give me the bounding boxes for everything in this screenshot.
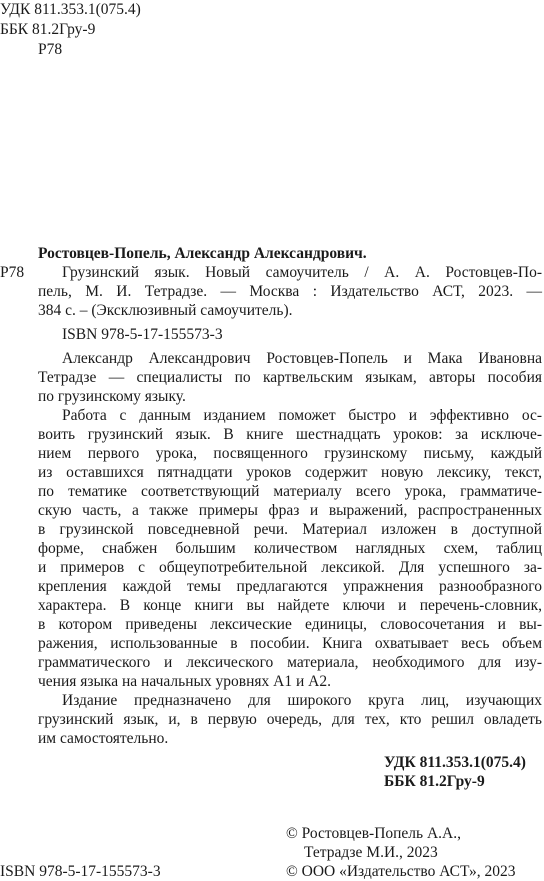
copyright-line: Тетрадзе М.И., 2023: [304, 844, 438, 861]
annotation-line: нием первого урока, посвященного грузинскому письму, каждый: [38, 445, 542, 462]
annotation-line: из оставшихся пятнадцати уроков содержит новую лексику, текст,: [38, 464, 542, 481]
biblio-isbn: ISBN 978-5-17-155573-3: [62, 326, 223, 343]
annotation-line: Тетрадзе — специалисты по картвельским языкам, авторы пособия: [38, 369, 542, 386]
annotation-line: Работа с данным изданием поможет быстро и эффективно ос-: [62, 407, 542, 424]
biblio-record-line: 384 с. – (Эксклюзивный самоучитель).: [38, 302, 293, 319]
top-bbk: ББК 81.2Гру-9: [0, 21, 96, 38]
annotation-line: грамматического и лексического материала, необходимого для изу-: [38, 654, 542, 671]
top-classification: [0, 0, 141, 60]
copyright-line: © ООО «Издательство АСТ», 2023: [286, 863, 516, 880]
annotation-line: ражения, использованные в пособии. Книга охватывает весь объем: [38, 635, 542, 652]
annotation-line: в котором приведены лексические единицы, словосочетания и вы-: [38, 616, 542, 633]
copyright-line: © Ростовцев-Попель А.А.,: [286, 825, 462, 842]
top-author-mark: Р78: [38, 41, 63, 58]
annotation-line: чения языка на начальных уровнях А1 и А2.: [38, 673, 331, 690]
top-udk: УДК 811.353.1(075.4): [0, 1, 141, 18]
annotation-line: воить грузинский язык. В книге шестнадцать уроков: за исключе-: [38, 426, 542, 443]
annotation-line: Издание предназначено для широкого круга лиц, изучающих: [62, 692, 542, 709]
annotation-line: в грузинской повседневной речи. Материал изложен в доступной: [38, 521, 542, 538]
annotation-line: им самостоятельно.: [38, 730, 169, 747]
biblio-record-line: пель, М. И. Тетрадзе. — Москва : Издательство АСТ, 2023. —: [38, 283, 542, 300]
annotation-line: характера. В конце книги вы найдете ключи и перечень-словник,: [38, 597, 542, 614]
annotation-line: грузинский язык, и, в первую очередь, для тех, кто решил овладеть: [38, 711, 542, 728]
annotation-line: скую часть, а также примеры фраз и выражений, распространенных: [38, 502, 542, 519]
biblio-margin-mark: Р78: [0, 264, 25, 281]
annotation-line: и примеров с общеупотребительной лексикой. Для успешного за-: [38, 559, 542, 576]
annotation-line: по грузинскому языку.: [38, 388, 186, 405]
bottom-udk: УДК 811.353.1(075.4): [384, 754, 526, 771]
annotation-line: по тематике соответствующий материалу всего урока, грамматиче-: [38, 483, 542, 500]
biblio-heading: Ростовцев-Попель, Александр Александрович.: [38, 245, 367, 262]
annotation-line: Александр Александрович Ростовцев-Попель и Мака Ивановна: [62, 350, 542, 367]
annotation-line: форме, снабжен большим количеством наглядных схем, таблиц: [38, 540, 542, 557]
annotation-line: крепления каждой темы предлагаются упражнения разнообразного: [38, 578, 542, 595]
footer-isbn: ISBN 978-5-17-155573-3: [0, 863, 161, 880]
bottom-bbk: ББК 81.2Гру-9: [384, 773, 485, 790]
biblio-record-line: Грузинский язык. Новый самоучитель / А. А. Ростовцев-По-: [62, 264, 542, 281]
